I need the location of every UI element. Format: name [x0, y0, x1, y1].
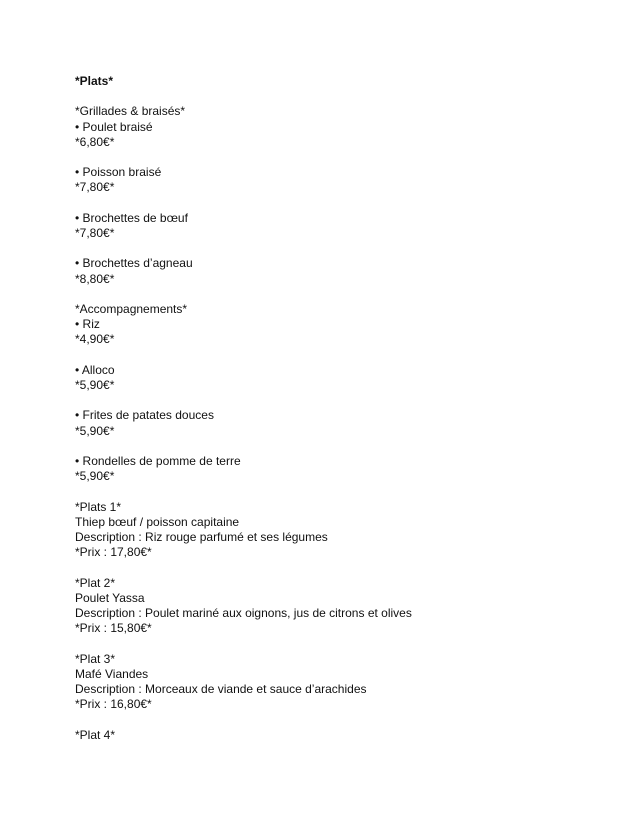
- accompagnement-item-name: • Riz: [75, 317, 100, 332]
- accompagnement-item-price: *5,90€*: [75, 423, 115, 438]
- grillades-heading: *Grillades & braisés*: [75, 104, 186, 119]
- accompagnements-heading: *Accompagnements*: [75, 301, 188, 316]
- accompagnements-first-block: [75, 302, 615, 348]
- accompagnement-item-price: *5,90€*: [75, 469, 115, 484]
- plat-label: *Plat 2*: [75, 575, 116, 590]
- plat-name: Thiep bœuf / poisson capitaine: [75, 514, 240, 529]
- grillades-item-price: *8,80€*: [75, 271, 115, 286]
- grillades-item: [75, 211, 615, 241]
- accompagnement-item-name: • Frites de patates douces: [75, 408, 214, 423]
- accompagnement-item-price: *4,90€*: [75, 332, 115, 347]
- grillades-first-block: [75, 104, 615, 150]
- plat-entry: [75, 500, 615, 561]
- grillades-item-name: • Poulet braisé: [75, 119, 153, 134]
- plat-price: *Prix : 15,80€*: [75, 621, 152, 636]
- plat-description: Description : Poulet mariné aux oignons, jus de citrons et olives: [75, 605, 412, 620]
- grillades-item: [75, 165, 615, 195]
- grillades-item-price: *7,80€*: [75, 225, 115, 240]
- plat-label: *Plats 1*: [75, 499, 122, 514]
- grillades-item-name: • Brochettes de bœuf: [75, 210, 188, 225]
- plat-label: *Plat 3*: [75, 651, 116, 666]
- page-title: *Plats*: [75, 74, 114, 88]
- plat-name: Mafé Viandes: [75, 666, 149, 681]
- accompagnement-item: [75, 408, 615, 438]
- accompagnement-item: [75, 363, 615, 393]
- accompagnement-item-price: *5,90€*: [75, 377, 115, 392]
- plat-entry: [75, 728, 615, 743]
- accompagnement-item-name: • Alloco: [75, 362, 115, 377]
- grillades-item-price: *6,80€*: [75, 134, 115, 149]
- plat-price: *Prix : 17,80€*: [75, 545, 152, 560]
- plat-name: Poulet Yassa: [75, 590, 145, 605]
- grillades-item: [75, 256, 615, 286]
- plat-description: Description : Morceaux de viande et sauce d’arachides: [75, 681, 367, 696]
- plat-entry: [75, 652, 615, 713]
- plat-price: *Prix : 16,80€*: [75, 697, 152, 712]
- grillades-item-price: *7,80€*: [75, 180, 115, 195]
- accompagnement-item-name: • Rondelles de pomme de terre: [75, 453, 241, 468]
- plat-description: Description : Riz rouge parfumé et ses légumes: [75, 529, 328, 544]
- grillades-item-name: • Poisson braisé: [75, 165, 162, 180]
- document-page: [75, 74, 615, 758]
- accompagnement-item: [75, 454, 615, 484]
- grillades-item-name: • Brochettes d’agneau: [75, 256, 193, 271]
- plat-label: *Plat 4*: [75, 727, 116, 742]
- plat-entry: [75, 576, 615, 637]
